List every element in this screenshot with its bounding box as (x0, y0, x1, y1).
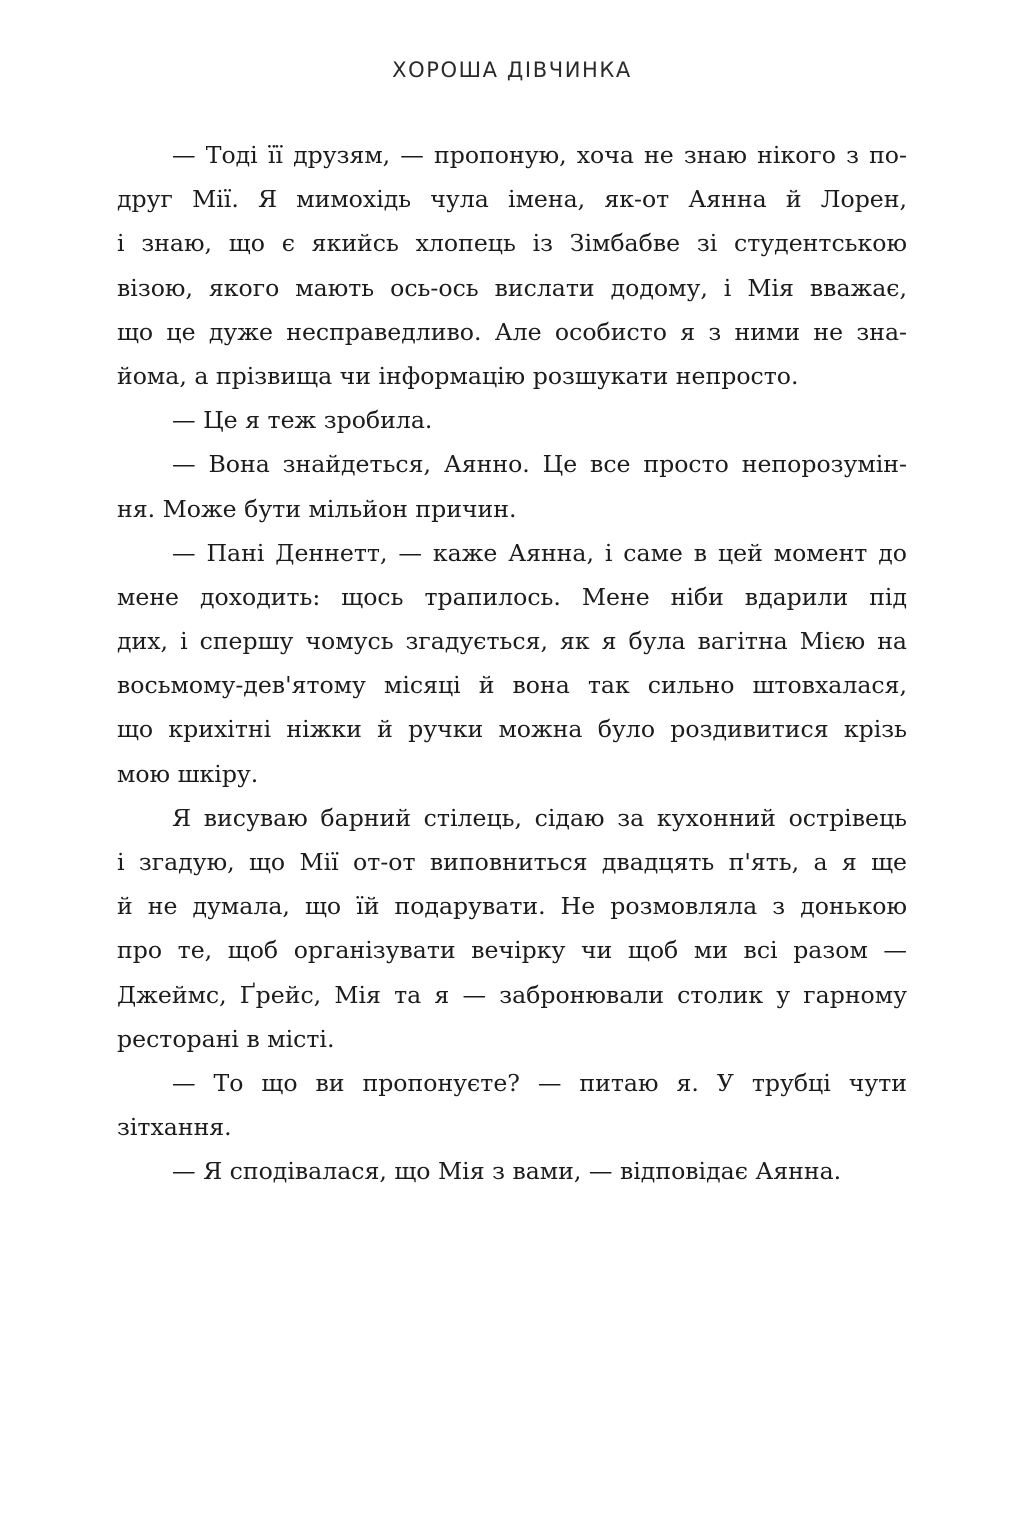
running-head-title: ХОРОША ДІВЧИНКА (392, 58, 632, 82)
text-line: — Я сподівалася, що Мія з вами, — відповідає Аянна. (172, 1157, 842, 1186)
text-line: візою, якого мають ось-ось вислати додому, і Мія вважає, (117, 273, 907, 302)
text-line: ня. Може бути мільйон причин. (117, 494, 517, 523)
paragraph (117, 442, 907, 530)
text-line: й не думала, що їй подарувати. Не розмовляла з донькою (117, 892, 907, 921)
text-line: — Вона знайдеться, Аянно. Це все просто непорозумін- (172, 450, 907, 479)
text-line: — Тоді її друзям, — пропоную, хоча не знаю нікого з по- (172, 141, 907, 169)
text-line: ресторані в місті. (117, 1024, 335, 1053)
paragraph (117, 1149, 907, 1193)
text-line: Джеймс, Ґрейс, Мія та я — забронювали столик у гарному (117, 980, 907, 1009)
text-line: — Це я теж зробила. (172, 406, 433, 435)
paragraph (117, 531, 907, 796)
text-line: — Пані Деннетт, — каже Аянна, і саме в цей момент до (172, 538, 907, 567)
text-line: зітхання. (117, 1113, 232, 1142)
paragraph (117, 398, 907, 442)
page-body (117, 133, 907, 1194)
text-line: і згадую, що Мії от-от виповниться двадцять п'ять, а я ще (117, 848, 907, 876)
paragraph (117, 1061, 907, 1149)
text-line: і знаю, що є якийсь хлопець із Зімбабве зі студентською (117, 229, 907, 258)
text-line: Я висуваю барний стілець, сідаю за кухонний острівець (172, 803, 907, 832)
text-line: дих, і спершу чомусь згадується, як я була вагітна Мією на (117, 627, 907, 656)
text-line: мою шкіру. (117, 759, 259, 788)
text-line: восьмому-дев'ятому місяці й вона так сильно штовхалася, (117, 671, 907, 700)
text-line: що крихітні ніжки й ручки можна було роздивитися крізь (117, 715, 907, 744)
paragraph (117, 133, 907, 398)
text-line: — То що ви пропонуєте? — питаю я. У трубці чути (172, 1068, 907, 1097)
text-line: йома, а прізвища чи інформацію розшукати непросто. (117, 361, 799, 390)
text-line: мене доходить: щось трапилось. Мене ніби вдарили під (117, 582, 907, 611)
text-line: про те, щоб організувати вечірку чи щоб ми всі разом — (117, 936, 907, 965)
text-line: друг Мії. Я мимохідь чула імена, як-от Аянна й Лорен, (117, 185, 907, 214)
paragraph (117, 796, 907, 1061)
text-line: що це дуже несправедливо. Але особисто я з ними не зна- (117, 317, 907, 346)
